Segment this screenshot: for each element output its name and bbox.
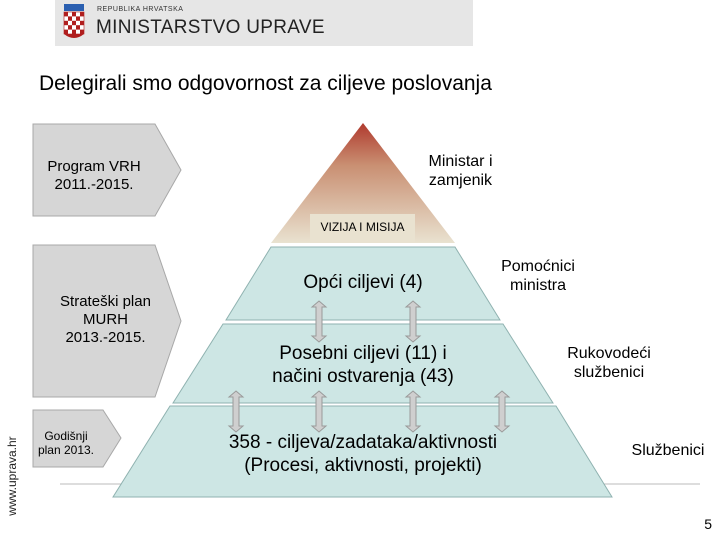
posebni-ciljevi-line2: načini ostvarenja (43) [272, 365, 454, 387]
double-arrow-icon [406, 301, 420, 342]
logo-title: MINISTARSTVO UPRAVE [96, 17, 325, 38]
pomocnici-line1: Pomoćnici [501, 258, 575, 275]
pomocnici-line2: ministra [509, 277, 566, 295]
ciljevi-zadaci-line2: (Procesi, aktivnosti, projekti) [244, 454, 482, 476]
godisnji-plan-line2: plan 2013. [37, 443, 95, 458]
rukovodeci-label [550, 344, 668, 382]
strateski-plan-label [33, 293, 178, 347]
pomocnici-label [483, 257, 593, 295]
program-vrh-label [33, 158, 155, 194]
ministar-label [408, 152, 513, 190]
posebni-ciljevi-line1: Posebni ciljevi (11) i [279, 343, 447, 364]
program-vrh-line2: 2011.-2015. [54, 176, 134, 193]
sluzbenici-label: Službenici [631, 442, 705, 459]
godisnji-plan-line1: Godišnji [44, 429, 88, 443]
logo-subtitle: REPUBLIKA HRVATSKA [97, 6, 184, 13]
slide-title: Delegirali smo odgovornost za ciljeve poslovanja [39, 72, 492, 95]
double-arrow-icon [312, 301, 326, 342]
strateski-plan-line2: MURH [83, 311, 128, 328]
godisnji-plan-label [30, 429, 102, 458]
ciljevi-zadaci-line1: 358 - ciljeva/zadataka/aktivnosti [228, 432, 498, 453]
rukovodeci-line2: službenici [573, 364, 645, 382]
posebni-ciljevi-label [213, 343, 513, 389]
strateski-plan-line1: Strateški plan [60, 293, 151, 310]
website-url-vertical [2, 420, 22, 532]
website-url-text: www.uprava.hr [5, 436, 19, 516]
strateski-plan-line3: 2013.-2015. [65, 329, 146, 346]
rukovodeci-line1: Rukovodeći [567, 345, 651, 362]
ministar-line2: zamjenik [428, 172, 493, 190]
ciljevi-zadaci-label [163, 432, 563, 478]
opci-ciljevi-label: Opći ciljevi (4) [303, 272, 423, 293]
program-vrh-line1: Program VRH [47, 158, 141, 175]
vizija-misija-label: VIZIJA I MISIJA [320, 220, 405, 234]
ministar-line1: Ministar i [428, 153, 493, 170]
page-number: 5 [704, 516, 712, 532]
